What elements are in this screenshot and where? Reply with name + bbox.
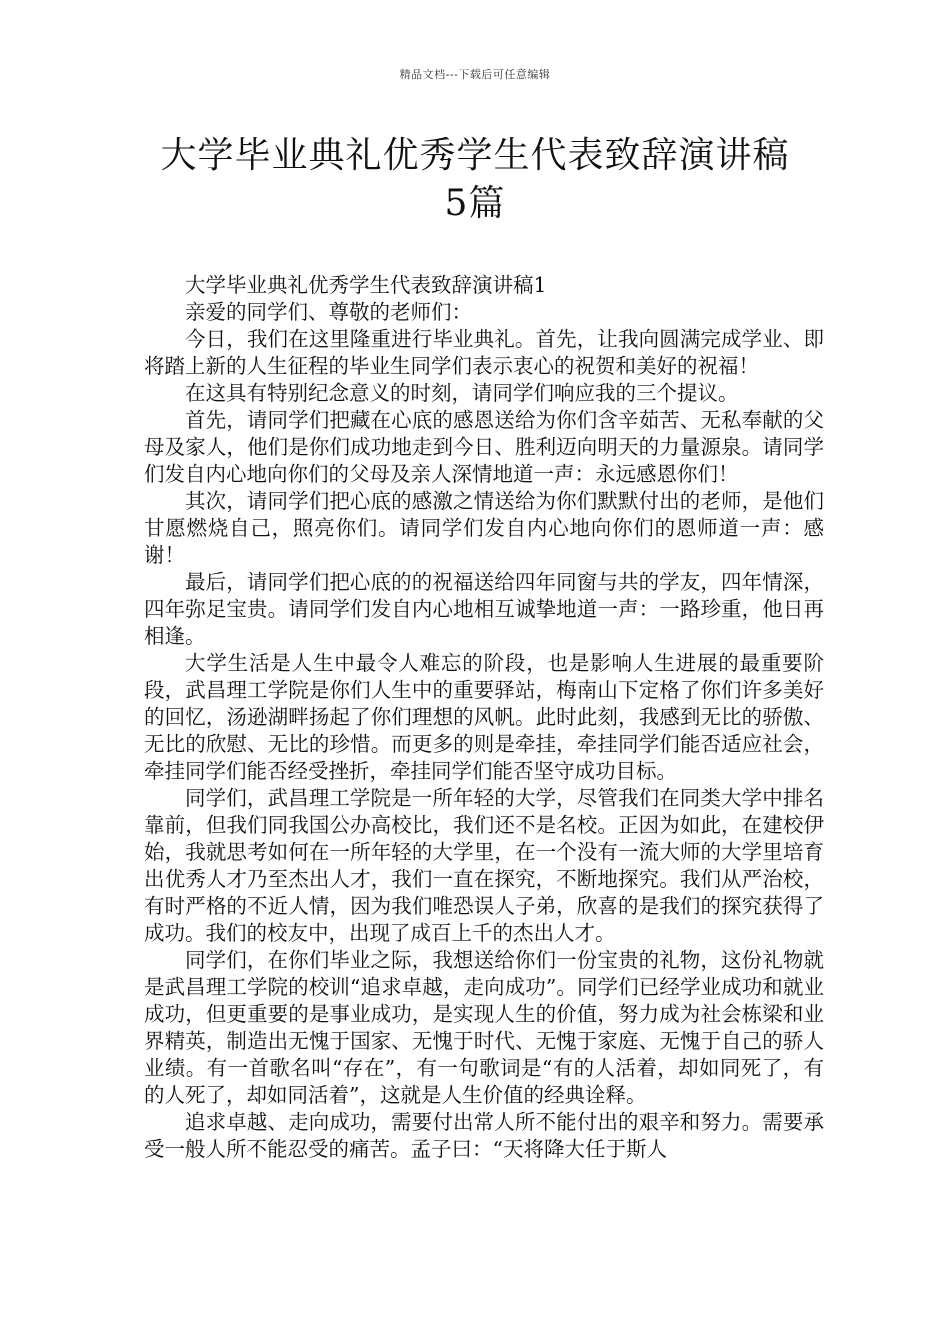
document-title: 大学毕业典礼优秀学生代表致辞演讲稿5篇 <box>160 135 790 224</box>
section-heading: 大学毕业典礼优秀学生代表致辞演讲稿1 <box>185 273 547 297</box>
body-paragraph: 首先，请同学们把藏在心底的感恩送给为你们含辛茹苦、无私奉献的父母及家人，他们是你们成功地走到今日、胜利迈向明天的力量源泉。请同学们发自内心地向你们的父母及亲人深情地道一声：永远感恩你们！ <box>144 408 824 486</box>
body-paragraph: 追求卓越、走向成功，需要付出常人所不能付出的艰辛和努力。需要承受一般人所不能忍受的痛苦。孟子曰：“天将降大任于斯人 <box>144 1110 824 1161</box>
body-paragraph: 今日，我们在这里隆重进行毕业典礼。首先，让我向圆满完成学业、即将踏上新的人生征程的毕业生同学们表示衷心的祝贺和美好的祝福！ <box>144 327 824 378</box>
header-note: 精品文档---下载后可任意编辑 <box>399 68 551 81</box>
salutation: 亲爱的同学们、尊敬的老师们： <box>185 300 472 324</box>
body-paragraph: 在这具有特别纪念意义的时刻，请同学们响应我的三个提议。 <box>185 381 739 405</box>
body-paragraph: 同学们，武昌理工学院是一所年轻的大学，尽管我们在同类大学中排名靠前，但我们同我国公办高校比，我们还不是名校。正因为如此，在建校伊始，我就思考如何在一所年轻的大学里，在一个没有一流大师的大学里培育出优秀人才乃至杰出人才，我们一直在探究，不断地探究。我们从严治校，有时严格的不近人情，因为我们唯恐误人子弟，欣喜的是我们的探究获得了成功。我们的校友中，出现了成百上千的杰出人才。 <box>144 786 824 945</box>
body-paragraph: 同学们，在你们毕业之际，我想送给你们一份宝贵的礼物，这份礼物就是武昌理工学院的校训“追求卓越，走向成功”。同学们已经学业成功和就业成功，但更重要的是事业成功，是实现人生的价值，努力成为社会栋梁和业界精英，制造出无愧于国家、无愧于时代、无愧于家庭、无愧于自己的骄人业绩。有一首歌名叫“存在”，有一句歌词是“有的人活着，却如同死了，有的人死了，却如同活着”，这就是人生价值的经典诠释。 <box>144 948 824 1107</box>
body-paragraph: 大学生活是人生中最令人难忘的阶段，也是影响人生进展的最重要阶段，武昌理工学院是你们人生中的重要驿站，梅南山下定格了你们许多美好的回忆，汤逊湖畔扬起了你们理想的风帆。此时此刻，我感到无比的骄傲、无比的欣慰、无比的珍惜。而更多的则是牵挂，牵挂同学们能否适应社会，牵挂同学们能否经受挫折，牵挂同学们能否坚守成功目标。 <box>144 651 824 783</box>
body-paragraph: 其次，请同学们把心底的感激之情送给为你们默默付出的老师，是他们甘愿燃烧自己，照亮你们。请同学们发自内心地向你们的恩师道一声：感谢！ <box>144 489 824 567</box>
body-paragraph: 最后，请同学们把心底的的祝福送给四年同窗与共的学友，四年情深，四年弥足宝贵。请同学们发自内心地相互诚挚地道一声：一路珍重，他日再相逢。 <box>144 570 824 648</box>
document-body <box>144 272 824 1163</box>
